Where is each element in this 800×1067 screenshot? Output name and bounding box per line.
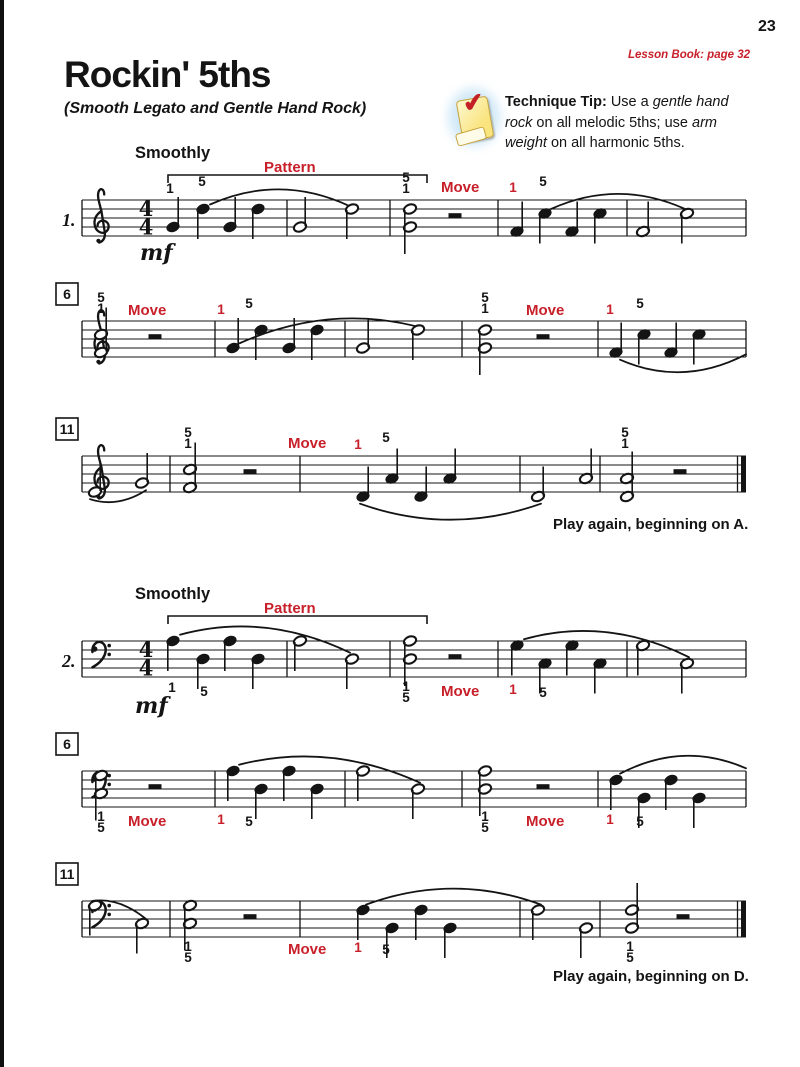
finger-number: 5 (198, 174, 206, 189)
finger-number: 5 (621, 425, 629, 440)
move-label: Move (128, 302, 167, 319)
slur (180, 626, 350, 652)
finger-number: 1 (184, 436, 192, 451)
finger-number: 1 (166, 181, 174, 196)
finger-number: 5 (97, 290, 105, 305)
exercise2-system3 (0, 829, 800, 1029)
tip-segment: arm weight (505, 114, 717, 151)
slur (524, 631, 689, 657)
slur (239, 756, 420, 782)
move-label: Move (526, 813, 565, 830)
finger-number-red: 1 (354, 437, 362, 452)
dynamic-marking: mf (140, 240, 173, 266)
measure-number: 11 (59, 421, 75, 437)
finger-number: 5 (184, 950, 192, 965)
finger-number-red: 1 (509, 180, 517, 195)
finger-number: 5 (636, 814, 644, 829)
tip-segment: on all harmonic 5ths. (546, 135, 685, 151)
tip-segment: on all melodic 5ths; use (532, 114, 692, 131)
bass-clef (92, 642, 111, 667)
finger-number: 1 (97, 301, 105, 316)
half-rest (449, 213, 462, 218)
treble-clef-icon (98, 189, 105, 242)
tempo-marking: Smoothly (135, 144, 211, 162)
move-label: Move (441, 683, 480, 700)
exercise1-system3 (0, 384, 800, 584)
time-signature-numerator: 4 (138, 637, 154, 662)
finger-number-red: 1 (509, 682, 517, 697)
bass-clef-dot (107, 653, 111, 657)
bass-clef-dot (107, 904, 111, 908)
exercise-number: 1. (62, 210, 76, 230)
finger-number: 1 (626, 939, 634, 954)
exercise-number: 2. (62, 651, 76, 671)
finger-number: 5 (626, 950, 634, 965)
bass-clef-dot (107, 783, 111, 787)
finger-number: 5 (402, 690, 410, 705)
finger-number: 1 (97, 809, 105, 824)
slur (366, 889, 541, 905)
slur (360, 504, 541, 520)
finger-number-red: 1 (606, 302, 614, 317)
final-barline (741, 901, 746, 937)
finger-number: 5 (481, 820, 489, 835)
half-rest (537, 334, 550, 339)
measure-number: 11 (59, 866, 75, 882)
tempo-marking: Smoothly (135, 585, 211, 603)
bass-clef-icon (92, 642, 105, 667)
final-barline (741, 456, 746, 492)
measure-number: 6 (63, 286, 71, 302)
half-rest (244, 469, 257, 474)
treble-clef-dot (96, 360, 100, 364)
finger-number-red: 1 (217, 812, 225, 827)
finger-number: 1 (402, 181, 410, 196)
finger-number: 5 (382, 942, 390, 957)
tip-segment: Use a (610, 94, 653, 110)
finger-number: 1 (402, 679, 410, 694)
finger-number: 1 (481, 301, 489, 316)
pattern-bracket (168, 616, 427, 624)
finger-number: 5 (245, 296, 253, 311)
page-subtitle: (Smooth Legato and Gentle Hand Rock) (64, 100, 367, 117)
move-label: Move (128, 813, 167, 830)
half-rest (674, 469, 687, 474)
finger-number-red: 1 (606, 812, 614, 827)
move-label: Move (441, 179, 480, 196)
time-signature-denominator: 4 (138, 655, 154, 681)
half-rest (244, 914, 257, 919)
move-label: Move (526, 302, 565, 319)
slur (210, 189, 350, 206)
play-again-note-1: Play again, beginning on A. (553, 516, 749, 533)
finger-number: 5 (402, 170, 410, 185)
slur (551, 194, 689, 211)
half-rest (677, 914, 690, 919)
tip-segment: Technique Tip: (505, 94, 611, 110)
finger-number: 1 (184, 939, 192, 954)
move-label: Move (288, 435, 327, 452)
move-label: Move (288, 941, 327, 958)
dynamic-marking: mf (135, 693, 168, 719)
half-rest (537, 784, 550, 789)
play-again-note-2: Play again, beginning on D. (553, 968, 749, 985)
finger-number: 5 (382, 430, 390, 445)
time-signature-numerator: 4 (138, 196, 154, 221)
finger-number: 5 (245, 814, 253, 829)
treble-clef (95, 189, 109, 243)
half-rest (149, 784, 162, 789)
bass-clef-dot (107, 913, 111, 917)
finger-number-red: 1 (217, 302, 225, 317)
tip-segment: gentle hand rock (505, 94, 729, 131)
measure-number: 6 (63, 736, 71, 752)
finger-number: 5 (200, 684, 208, 699)
half-rest (149, 334, 162, 339)
pattern-label: Pattern (264, 600, 316, 617)
lesson-book-reference: Lesson Book: page 32 (627, 49, 750, 61)
page-number: 23 (758, 18, 776, 35)
finger-number: 5 (481, 290, 489, 305)
finger-number: 5 (184, 425, 192, 440)
finger-number: 1 (481, 809, 489, 824)
finger-number: 1 (621, 436, 629, 451)
page-title: Rockin' 5ths (64, 54, 271, 95)
checkmark-icon: ✔ (461, 87, 486, 119)
bass-clef-dot (107, 644, 111, 648)
finger-number: 5 (636, 296, 644, 311)
finger-number: 5 (539, 685, 547, 700)
half-rest (449, 654, 462, 659)
treble-clef-dot (96, 239, 100, 243)
time-signature-denominator: 4 (138, 214, 154, 240)
finger-number: 5 (539, 174, 547, 189)
finger-number: 1 (168, 680, 176, 695)
finger-number: 5 (97, 820, 105, 835)
pattern-bracket (168, 175, 427, 183)
pattern-label: Pattern (264, 159, 316, 176)
finger-number-red: 1 (354, 940, 362, 955)
